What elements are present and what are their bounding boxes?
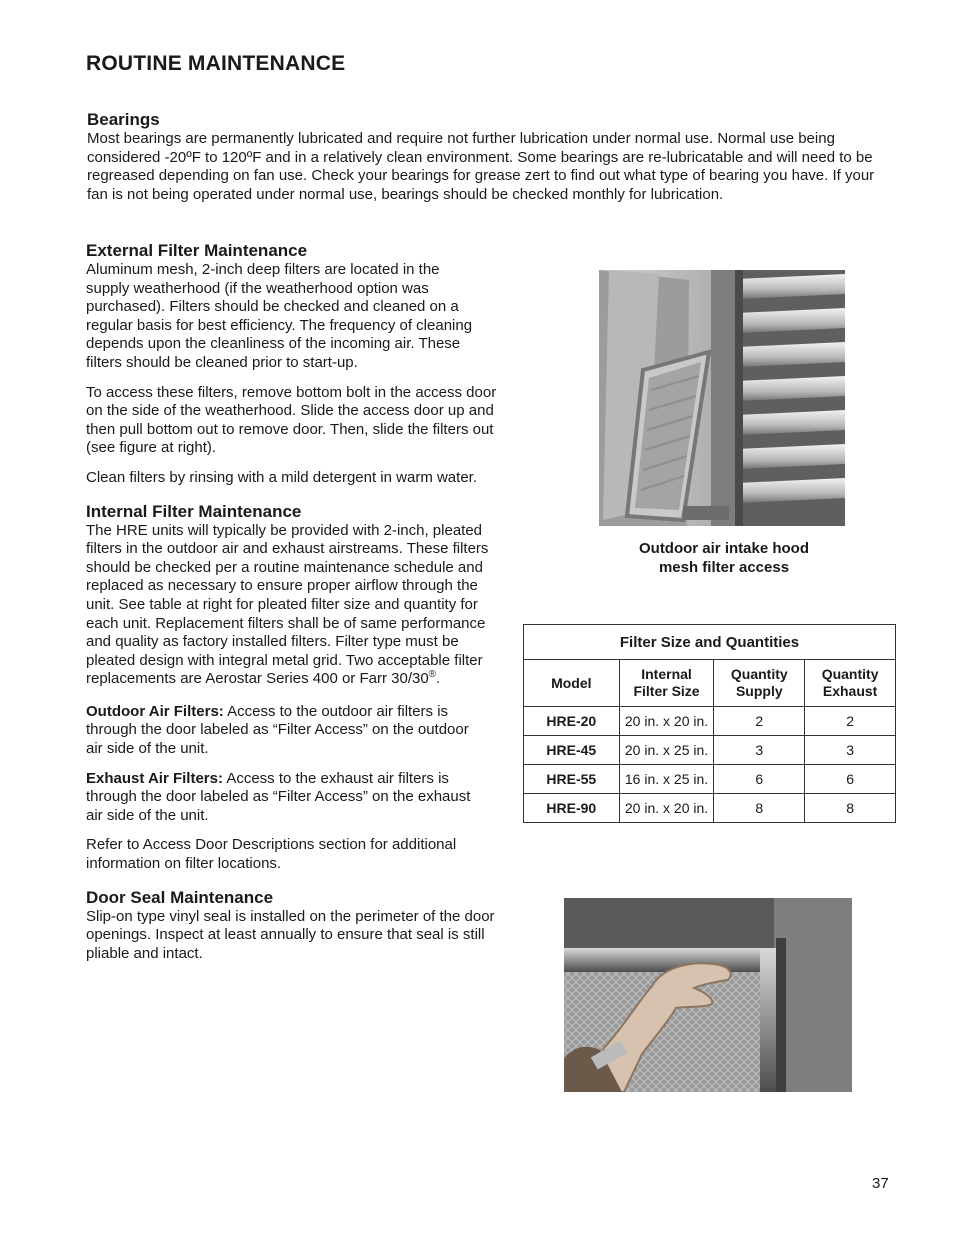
external-filter-p3: Clean filters by rinsing with a mild detergent in warm water. [86, 468, 477, 486]
cell-model: HRE-20 [524, 707, 620, 736]
header-quantity-exhaust: Quantity Exhaust [805, 660, 896, 707]
cell-model: HRE-45 [524, 736, 620, 765]
cell-size: 16 in. x 25 in. [619, 765, 714, 794]
cell-size: 20 in. x 20 in. [619, 794, 714, 823]
external-filter-p2: To access these filters, remove bottom bolt in the access door on the side of the weatherhood. Slide the access door up and then pull bottom out to remove door. Then, slide the filters out (see figure at right). [86, 383, 497, 457]
intake-hood-caption [600, 540, 848, 577]
table-row [524, 765, 896, 794]
table-row [524, 707, 896, 736]
door-seal-heading: Door Seal Maintenance [86, 887, 274, 907]
refer-paragraph: Refer to Access Door Descriptions section for additional information on filter locations. [86, 836, 457, 873]
external-filter-p1: Aluminum mesh, 2-inch deep filters are located in the supply weatherhood (if the weatherhood option was purchased). Filters should be checked and cleaned on a regular basis for best efficiency. The frequency of cleaning depends upon the cleanliness of the incoming air. These filters should be cleaned prior to start-up. [86, 261, 473, 371]
table-row [524, 794, 896, 823]
cell-size: 20 in. x 20 in. [619, 707, 714, 736]
cell-supply: 8 [714, 794, 805, 823]
page-title: ROUTINE MAINTENANCE [86, 52, 346, 75]
left-column [86, 241, 506, 963]
exhaust-air-filters-label: Exhaust Air Filters: [86, 769, 223, 787]
table-row [524, 736, 896, 765]
cell-exhaust: 8 [805, 794, 896, 823]
cell-model: HRE-90 [524, 794, 620, 823]
outdoor-air-filters-paragraph [86, 703, 478, 759]
door-seal-text: Slip-on type vinyl seal is installed on the perimeter of the door openings. Inspect at least annually to ensure that seal is still pliable and intact. [86, 907, 495, 962]
page-number: 37 [872, 1175, 889, 1192]
cell-exhaust: 6 [805, 765, 896, 794]
cell-supply: 3 [714, 736, 805, 765]
cell-supply: 2 [714, 707, 805, 736]
table-caption: Filter Size and Quantities [524, 625, 896, 660]
cell-supply: 6 [714, 765, 805, 794]
door-seal-photo [564, 898, 852, 1092]
registered-mark: ® [428, 669, 437, 681]
header-quantity-supply: Quantity Supply [714, 660, 805, 707]
bearings-section [87, 110, 897, 204]
external-filter-heading: External Filter Maintenance [86, 241, 308, 260]
internal-filter-p1-end: . [436, 670, 441, 688]
caption-line-2: mesh filter access [658, 558, 790, 576]
internal-filter-p1-text: The HRE units will typically be provided with 2-inch, pleated filters in the outdoor air and exhaust airstreams. These filters should be checked per a routine maintenance schedule and replaced as necessary to ensure proper airflow through the unit. See table at right for pleated filter size and quantity for each unit. Replacement filters shall be of same performance and quality as factory installed filters. Filter type must be pleated design with integral metal grid. Two acceptable filter replacements are Aerostar Series 400 or Farr 30/30 [86, 521, 489, 688]
intake-hood-photo [599, 270, 845, 526]
exhaust-air-filters-text: Access to the exhaust air filters is through the door labeled as “Filter Access” on the exhaust air side of the unit. [86, 769, 471, 824]
outdoor-air-filters-label: Outdoor Air Filters: [86, 702, 224, 720]
caption-line-1: Outdoor air intake hood [638, 540, 809, 557]
cell-model: HRE-55 [524, 765, 620, 794]
bearings-heading: Bearings [87, 110, 160, 129]
cell-exhaust: 3 [805, 736, 896, 765]
internal-filter-p1 [86, 522, 498, 689]
internal-filter-heading: Internal Filter Maintenance [86, 501, 302, 521]
cell-exhaust: 2 [805, 707, 896, 736]
bearings-text: Most bearings are permanently lubricated and require not further lubrication under normal use. Normal use being considered -20ºF to 120ºF and in a relatively clean environment. Some bearings are re-lubricatable and will need to be regreased depending on fan use. Check your bearings for grease zert to find out what type of bearing you have. If your fan is not being operated under normal use, bearings should be checked monthly for lubrication. [87, 130, 875, 203]
cell-size: 20 in. x 25 in. [619, 736, 714, 765]
header-model: Model [524, 660, 620, 707]
outdoor-air-filters-text: Access to the outdoor air filters is through the door labeled as “Filter Access” on the outdoor air side of the unit. [86, 702, 469, 758]
header-filter-size: Internal Filter Size [619, 660, 714, 707]
filter-size-table [523, 624, 896, 823]
exhaust-air-filters-paragraph [86, 770, 478, 826]
